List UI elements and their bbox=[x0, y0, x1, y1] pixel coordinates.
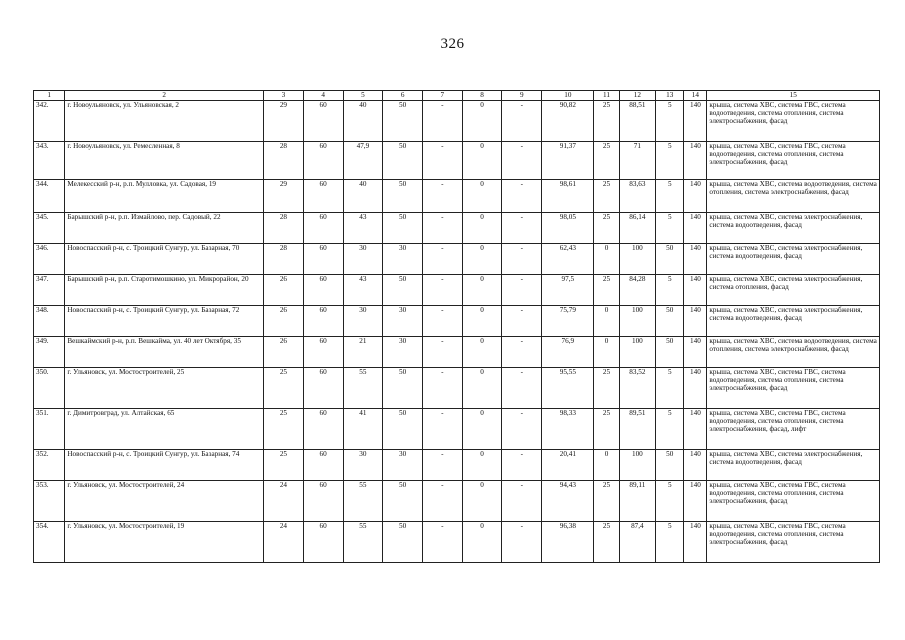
cell-col-12: 86,14 bbox=[619, 213, 656, 244]
column-header: 2 bbox=[65, 91, 264, 101]
cell-col-11: 25 bbox=[594, 213, 619, 244]
table-row bbox=[34, 306, 880, 337]
cell-col-3: 25 bbox=[264, 450, 304, 481]
cell-col-9: - bbox=[502, 101, 542, 142]
address-cell: г. Новоульяновск, ул. Ульяновская, 2 bbox=[65, 101, 264, 142]
column-header: 11 bbox=[594, 91, 619, 101]
cell-col-6: 50 bbox=[383, 368, 423, 409]
cell-col-14: 140 bbox=[684, 481, 707, 522]
cell-col-12: 88,51 bbox=[619, 101, 656, 142]
cell-col-5: 43 bbox=[343, 213, 383, 244]
cell-col-3: 24 bbox=[264, 481, 304, 522]
cell-col-7: - bbox=[422, 244, 462, 275]
cell-col-12: 100 bbox=[619, 450, 656, 481]
works-list-cell: крыша, система ХВС, система водоотведения, система отопления, система электроснабжения, фасад bbox=[707, 180, 880, 213]
cell-col-4: 60 bbox=[303, 213, 343, 244]
address-cell: г. Ульяновск, ул. Мостостроителей, 24 bbox=[65, 481, 264, 522]
cell-col-9: - bbox=[502, 213, 542, 244]
table-row bbox=[34, 409, 880, 450]
cell-col-4: 60 bbox=[303, 101, 343, 142]
cell-col-11: 25 bbox=[594, 142, 619, 180]
cell-col-12: 87,4 bbox=[619, 522, 656, 563]
cell-col-3: 28 bbox=[264, 213, 304, 244]
cell-col-7: - bbox=[422, 481, 462, 522]
cell-col-6: 50 bbox=[383, 180, 423, 213]
cell-col-5: 55 bbox=[343, 522, 383, 563]
cell-col-4: 60 bbox=[303, 275, 343, 306]
row-number: 354. bbox=[34, 522, 65, 563]
cell-col-14: 140 bbox=[684, 275, 707, 306]
cell-col-6: 50 bbox=[383, 409, 423, 450]
cell-col-10: 98,61 bbox=[542, 180, 594, 213]
address-cell: Новоспасский р-н, с. Троицкий Сунгур, ул. Базарная, 70 bbox=[65, 244, 264, 275]
address-cell: г. Димитровград, ул. Алтайская, 65 bbox=[65, 409, 264, 450]
cell-col-11: 25 bbox=[594, 409, 619, 450]
cell-col-5: 43 bbox=[343, 275, 383, 306]
column-header: 5 bbox=[343, 91, 383, 101]
cell-col-10: 76,9 bbox=[542, 337, 594, 368]
cell-col-10: 94,43 bbox=[542, 481, 594, 522]
works-list-cell: крыша, система ХВС, система электроснабжения, система водоотведения, фасад bbox=[707, 244, 880, 275]
cell-col-11: 25 bbox=[594, 101, 619, 142]
cell-col-4: 60 bbox=[303, 522, 343, 563]
cell-col-14: 140 bbox=[684, 450, 707, 481]
cell-col-4: 60 bbox=[303, 180, 343, 213]
cell-col-11: 25 bbox=[594, 275, 619, 306]
row-number: 348. bbox=[34, 306, 65, 337]
address-cell: Барышский р-н, р.п. Измайлово, пер. Садовый, 22 bbox=[65, 213, 264, 244]
cell-col-7: - bbox=[422, 409, 462, 450]
cell-col-8: 0 bbox=[462, 522, 502, 563]
cell-col-3: 28 bbox=[264, 142, 304, 180]
cell-col-3: 26 bbox=[264, 306, 304, 337]
cell-col-6: 30 bbox=[383, 450, 423, 481]
address-cell: Вешкаймский р-н, р.п. Вешкайма, ул. 40 лет Октября, 35 bbox=[65, 337, 264, 368]
cell-col-8: 0 bbox=[462, 180, 502, 213]
cell-col-13: 5 bbox=[656, 522, 684, 563]
cell-col-5: 30 bbox=[343, 450, 383, 481]
row-number: 345. bbox=[34, 213, 65, 244]
cell-col-5: 47,9 bbox=[343, 142, 383, 180]
works-list-cell: крыша, система ХВС, система электроснабжения, система водоотведения, фасад bbox=[707, 306, 880, 337]
table-row bbox=[34, 337, 880, 368]
table-row bbox=[34, 142, 880, 180]
cell-col-7: - bbox=[422, 450, 462, 481]
works-list-cell: крыша, система ХВС, система ГВС, система водоотведения, система отопления, система электроснабжения, фасад bbox=[707, 142, 880, 180]
cell-col-8: 0 bbox=[462, 101, 502, 142]
table-row bbox=[34, 450, 880, 481]
row-number: 352. bbox=[34, 450, 65, 481]
cell-col-3: 25 bbox=[264, 368, 304, 409]
column-header: 13 bbox=[656, 91, 684, 101]
table-row bbox=[34, 180, 880, 213]
cell-col-6: 50 bbox=[383, 213, 423, 244]
cell-col-9: - bbox=[502, 275, 542, 306]
works-list-cell: крыша, система ХВС, система ГВС, система водоотведения, система отопления, система электроснабжения, фасад bbox=[707, 481, 880, 522]
cell-col-14: 140 bbox=[684, 244, 707, 275]
column-header: 10 bbox=[542, 91, 594, 101]
works-list-cell: крыша, система ХВС, система электроснабжения, система водоотведения, фасад bbox=[707, 450, 880, 481]
row-number: 351. bbox=[34, 409, 65, 450]
cell-col-12: 89,11 bbox=[619, 481, 656, 522]
cell-col-13: 50 bbox=[656, 306, 684, 337]
cell-col-12: 100 bbox=[619, 306, 656, 337]
cell-col-8: 0 bbox=[462, 409, 502, 450]
column-header: 14 bbox=[684, 91, 707, 101]
cell-col-4: 60 bbox=[303, 337, 343, 368]
cell-col-11: 25 bbox=[594, 368, 619, 409]
cell-col-5: 55 bbox=[343, 368, 383, 409]
housing-register-table bbox=[33, 90, 880, 563]
address-cell: Новоспасский р-н, с. Троицкий Сунгур, ул. Базарная, 72 bbox=[65, 306, 264, 337]
cell-col-14: 140 bbox=[684, 368, 707, 409]
cell-col-6: 30 bbox=[383, 337, 423, 368]
cell-col-6: 50 bbox=[383, 142, 423, 180]
cell-col-14: 140 bbox=[684, 522, 707, 563]
cell-col-13: 5 bbox=[656, 275, 684, 306]
cell-col-14: 140 bbox=[684, 306, 707, 337]
cell-col-7: - bbox=[422, 522, 462, 563]
cell-col-5: 40 bbox=[343, 101, 383, 142]
cell-col-9: - bbox=[502, 481, 542, 522]
cell-col-14: 140 bbox=[684, 142, 707, 180]
cell-col-10: 75,79 bbox=[542, 306, 594, 337]
cell-col-9: - bbox=[502, 180, 542, 213]
works-list-cell: крыша, система ХВС, система электроснабжения, система отопления, фасад bbox=[707, 275, 880, 306]
cell-col-8: 0 bbox=[462, 244, 502, 275]
cell-col-11: 25 bbox=[594, 522, 619, 563]
column-header: 6 bbox=[383, 91, 423, 101]
address-cell: г. Новоульяновск, ул. Ремесленная, 8 bbox=[65, 142, 264, 180]
column-header: 12 bbox=[619, 91, 656, 101]
cell-col-6: 50 bbox=[383, 275, 423, 306]
page-number: 326 bbox=[440, 36, 465, 52]
cell-col-8: 0 bbox=[462, 368, 502, 409]
row-number: 342. bbox=[34, 101, 65, 142]
cell-col-4: 60 bbox=[303, 368, 343, 409]
cell-col-7: - bbox=[422, 213, 462, 244]
cell-col-5: 30 bbox=[343, 244, 383, 275]
cell-col-14: 140 bbox=[684, 101, 707, 142]
cell-col-13: 5 bbox=[656, 213, 684, 244]
works-list-cell: крыша, система ХВС, система ГВС, система водоотведения, система отопления, система электроснабжения, фасад bbox=[707, 101, 880, 142]
cell-col-8: 0 bbox=[462, 275, 502, 306]
cell-col-3: 26 bbox=[264, 337, 304, 368]
cell-col-9: - bbox=[502, 244, 542, 275]
column-header-row bbox=[34, 91, 880, 101]
table-row bbox=[34, 522, 880, 563]
cell-col-11: 0 bbox=[594, 306, 619, 337]
cell-col-10: 91,37 bbox=[542, 142, 594, 180]
cell-col-11: 0 bbox=[594, 337, 619, 368]
address-cell: Новоспасский р-н, с. Троицкий Сунгур, ул. Базарная, 74 bbox=[65, 450, 264, 481]
table-row bbox=[34, 368, 880, 409]
cell-col-8: 0 bbox=[462, 213, 502, 244]
cell-col-8: 0 bbox=[462, 450, 502, 481]
cell-col-4: 60 bbox=[303, 142, 343, 180]
cell-col-10: 62,43 bbox=[542, 244, 594, 275]
row-number: 353. bbox=[34, 481, 65, 522]
cell-col-3: 24 bbox=[264, 522, 304, 563]
cell-col-13: 50 bbox=[656, 450, 684, 481]
cell-col-11: 25 bbox=[594, 481, 619, 522]
cell-col-6: 30 bbox=[383, 306, 423, 337]
table-row bbox=[34, 275, 880, 306]
column-header: 15 bbox=[707, 91, 880, 101]
cell-col-6: 50 bbox=[383, 522, 423, 563]
cell-col-7: - bbox=[422, 142, 462, 180]
cell-col-13: 5 bbox=[656, 368, 684, 409]
cell-col-3: 28 bbox=[264, 244, 304, 275]
cell-col-10: 97,5 bbox=[542, 275, 594, 306]
column-header: 1 bbox=[34, 91, 65, 101]
address-cell: Мелекесский р-н, р.п. Мулловка, ул. Садовая, 19 bbox=[65, 180, 264, 213]
cell-col-14: 140 bbox=[684, 337, 707, 368]
works-list-cell: крыша, система ХВС, система ГВС, система водоотведения, система отопления, система электроснабжения, фасад, лифт bbox=[707, 409, 880, 450]
cell-col-8: 0 bbox=[462, 306, 502, 337]
cell-col-3: 29 bbox=[264, 180, 304, 213]
table-row bbox=[34, 101, 880, 142]
column-header: 3 bbox=[264, 91, 304, 101]
column-header: 7 bbox=[422, 91, 462, 101]
cell-col-9: - bbox=[502, 142, 542, 180]
cell-col-14: 140 bbox=[684, 213, 707, 244]
row-number: 347. bbox=[34, 275, 65, 306]
cell-col-3: 26 bbox=[264, 275, 304, 306]
works-list-cell: крыша, система ХВС, система ГВС, система водоотведения, система отопления, система электроснабжения, фасад bbox=[707, 522, 880, 563]
cell-col-13: 5 bbox=[656, 180, 684, 213]
cell-col-6: 50 bbox=[383, 481, 423, 522]
cell-col-8: 0 bbox=[462, 337, 502, 368]
cell-col-7: - bbox=[422, 101, 462, 142]
row-number: 344. bbox=[34, 180, 65, 213]
cell-col-8: 0 bbox=[462, 142, 502, 180]
table-row bbox=[34, 481, 880, 522]
row-number: 350. bbox=[34, 368, 65, 409]
cell-col-7: - bbox=[422, 306, 462, 337]
column-header: 9 bbox=[502, 91, 542, 101]
cell-col-3: 25 bbox=[264, 409, 304, 450]
cell-col-5: 40 bbox=[343, 180, 383, 213]
cell-col-13: 50 bbox=[656, 244, 684, 275]
row-number: 343. bbox=[34, 142, 65, 180]
cell-col-12: 100 bbox=[619, 244, 656, 275]
cell-col-7: - bbox=[422, 337, 462, 368]
cell-col-12: 83,52 bbox=[619, 368, 656, 409]
cell-col-7: - bbox=[422, 180, 462, 213]
cell-col-11: 25 bbox=[594, 180, 619, 213]
cell-col-10: 96,38 bbox=[542, 522, 594, 563]
cell-col-5: 55 bbox=[343, 481, 383, 522]
cell-col-5: 21 bbox=[343, 337, 383, 368]
cell-col-9: - bbox=[502, 306, 542, 337]
table-row bbox=[34, 244, 880, 275]
cell-col-10: 20,41 bbox=[542, 450, 594, 481]
cell-col-4: 60 bbox=[303, 306, 343, 337]
cell-col-3: 29 bbox=[264, 101, 304, 142]
cell-col-9: - bbox=[502, 368, 542, 409]
cell-col-4: 60 bbox=[303, 481, 343, 522]
cell-col-10: 98,33 bbox=[542, 409, 594, 450]
cell-col-10: 98,05 bbox=[542, 213, 594, 244]
row-number: 349. bbox=[34, 337, 65, 368]
cell-col-13: 50 bbox=[656, 337, 684, 368]
works-list-cell: крыша, система ХВС, система ГВС, система водоотведения, система отопления, система электроснабжения, фасад bbox=[707, 368, 880, 409]
cell-col-9: - bbox=[502, 337, 542, 368]
cell-col-13: 5 bbox=[656, 481, 684, 522]
cell-col-4: 60 bbox=[303, 244, 343, 275]
row-number: 346. bbox=[34, 244, 65, 275]
cell-col-9: - bbox=[502, 522, 542, 563]
table-row bbox=[34, 213, 880, 244]
works-list-cell: крыша, система ХВС, система электроснабжения, система водоотведения, фасад bbox=[707, 213, 880, 244]
cell-col-14: 140 bbox=[684, 180, 707, 213]
cell-col-13: 5 bbox=[656, 101, 684, 142]
table-body bbox=[34, 91, 880, 563]
works-list-cell: крыша, система ХВС, система водоотведения, система отопления, система электроснабжения, фасад bbox=[707, 337, 880, 368]
cell-col-7: - bbox=[422, 368, 462, 409]
address-cell: Барышский р-н, р.п. Старотимошкино, ул. Микрорайон, 20 bbox=[65, 275, 264, 306]
cell-col-13: 5 bbox=[656, 142, 684, 180]
cell-col-12: 100 bbox=[619, 337, 656, 368]
cell-col-5: 41 bbox=[343, 409, 383, 450]
cell-col-9: - bbox=[502, 450, 542, 481]
cell-col-14: 140 bbox=[684, 409, 707, 450]
cell-col-11: 0 bbox=[594, 450, 619, 481]
cell-col-10: 95,55 bbox=[542, 368, 594, 409]
address-cell: г. Ульяновск, ул. Мостостроителей, 19 bbox=[65, 522, 264, 563]
cell-col-9: - bbox=[502, 409, 542, 450]
column-header: 4 bbox=[303, 91, 343, 101]
cell-col-6: 30 bbox=[383, 244, 423, 275]
cell-col-12: 89,51 bbox=[619, 409, 656, 450]
cell-col-12: 84,28 bbox=[619, 275, 656, 306]
cell-col-13: 5 bbox=[656, 409, 684, 450]
cell-col-5: 30 bbox=[343, 306, 383, 337]
cell-col-6: 50 bbox=[383, 101, 423, 142]
cell-col-12: 71 bbox=[619, 142, 656, 180]
cell-col-8: 0 bbox=[462, 481, 502, 522]
address-cell: г. Ульяновск, ул. Мостостроителей, 25 bbox=[65, 368, 264, 409]
cell-col-4: 60 bbox=[303, 450, 343, 481]
column-header: 8 bbox=[462, 91, 502, 101]
cell-col-7: - bbox=[422, 275, 462, 306]
cell-col-10: 90,82 bbox=[542, 101, 594, 142]
cell-col-4: 60 bbox=[303, 409, 343, 450]
cell-col-11: 0 bbox=[594, 244, 619, 275]
cell-col-12: 83,63 bbox=[619, 180, 656, 213]
